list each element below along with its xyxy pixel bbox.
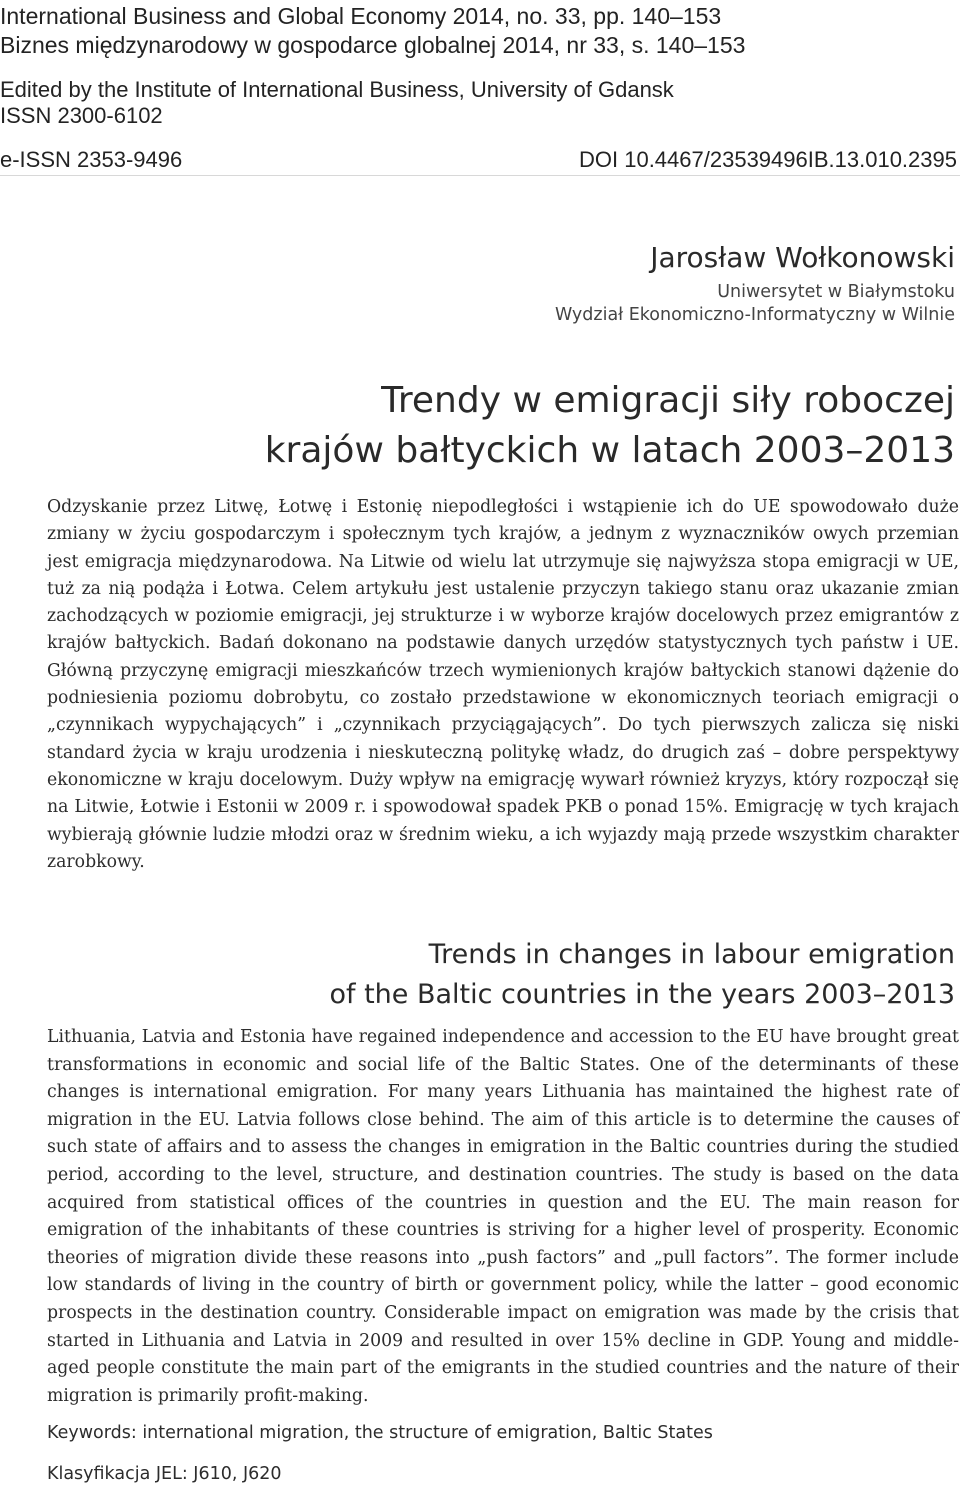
article-title-pl-line2: krajów bałtyckich w latach 2003–2013 — [264, 430, 955, 471]
abstract-pl: Odzyskanie przez Litwę, Łotwę i Estonię niepodległości i wstąpienie ich do UE spowodowało duże zmiany w życiu gospodarczym i społecznym tych krajów, a jednym z wyznaczników owych przemian jest emigracja międzynarodowa. Na Litwie od wielu lat utrzymuje się najwyższa stopa emigracji w UE, tuż za nią podąża i Łotwa. Celem artykułu jest ustalenie przyczyn takiego stanu oraz ukazanie zmian zachodzących w poziomie emigracji, jej strukturze i w wyborze krajów docelowych przez emigrantów z krajów bałtyckich. Badań dokonano na podstawie danych urzędów statystycznych tych państw i UE. Główną przyczynę emigracji mieszkańców trzech wymienionych krajów bałtyckich stanowi dążenie do podniesienia poziomu dobrobytu, co zostało przedstawione w ekonomicznych teoriach emigracji o „czynnikach wypychających” i „czynnikach przyciągających”. Do tych pierwszych zalicza się niski standard życia w kraju urodzenia i nieskuteczną politykę władz, do drugich zaś – dobre perspektywy ekonomiczne w kraju docelowym. Duży wpływ na emigrację wywarł również kryzys, który rozpoczął się na Litwie, Łotwie i Estonii w 2009 r. i spowodował spadek PKB o ponad 15%. Emigrację w tych krajach wybierają głównie ludzie młodzi oraz w średnim wieku, a ich wyjazdy mają przede wszystkim charakter zarobkowy. — [47, 497, 959, 872]
article-title-en — [329, 935, 955, 1015]
article-title-pl-line1: Trendy w emigracji siły roboczej — [381, 380, 955, 421]
journal-title-en: International Business and Global Economy 2014, no. 33, pp. 140–153 — [0, 3, 722, 29]
article-title-pl — [265, 376, 955, 476]
journal-title-pl: Biznes międzynarodowy w gospodarce globalnej 2014, nr 33, s. 140–153 — [0, 32, 746, 58]
header-divider — [0, 175, 960, 176]
article-title-en-line1: Trends in changes in labour emigration — [428, 939, 955, 970]
doi: DOI 10.4467/23539496IB.13.010.2395 — [579, 147, 957, 172]
keywords: Keywords: international migration, the structure of emigration, Baltic States — [47, 1423, 713, 1443]
abstract-en: Lithuania, Latvia and Estonia have regained independence and accession to the EU have brought great transformations in economic and social life of the Baltic States. One of the determinants of these changes is international emigration. For many years Lithuania has maintained the highest rate of migration in the EU. Latvia follows close behind. The aim of this article is to determine the causes of such state of affairs and to assess the changes in emigration in the Baltic countries during the studied period, according to the level, structure, and destination countries. The study is based on the data acquired from statistical offices of the countries in question and the EU. The main reason for emigration of the inhabitants of these countries is striving for a higher level of prosperity. Economic theories of migration divide these reasons into „push factors” and „pull factors”. The former include low standards of living in the country of birth or government policy, while the latter – good economic prospects in the destination country. Considerable impact on emigration was made by the crisis that started in Lithuania and Latvia in 2009 and resulted in over 15% decline in GDP. Young and middle-aged people constitute the main part of the emigrants in the studied countries and the nature of their migration is primarily profit-making. — [47, 1027, 959, 1406]
editor-line: Edited by the Institute of International Business, University of Gdansk — [0, 77, 674, 102]
author-affiliation-faculty: Wydział Ekonomiczno-Informatyczny w Wilnie — [554, 305, 955, 325]
author-affiliation-university: Uniwersytet w Białymstoku — [717, 282, 955, 302]
article-title-en-line2: of the Baltic countries in the years 2003–2013 — [329, 979, 955, 1010]
jel-classification: Klasyfikacja JEL: J610, J620 — [47, 1464, 282, 1484]
eissn: e-ISSN 2353-9496 — [0, 147, 183, 172]
issn: ISSN 2300-6102 — [0, 103, 163, 128]
author-name: Jarosław Wołkonowski — [650, 241, 955, 274]
